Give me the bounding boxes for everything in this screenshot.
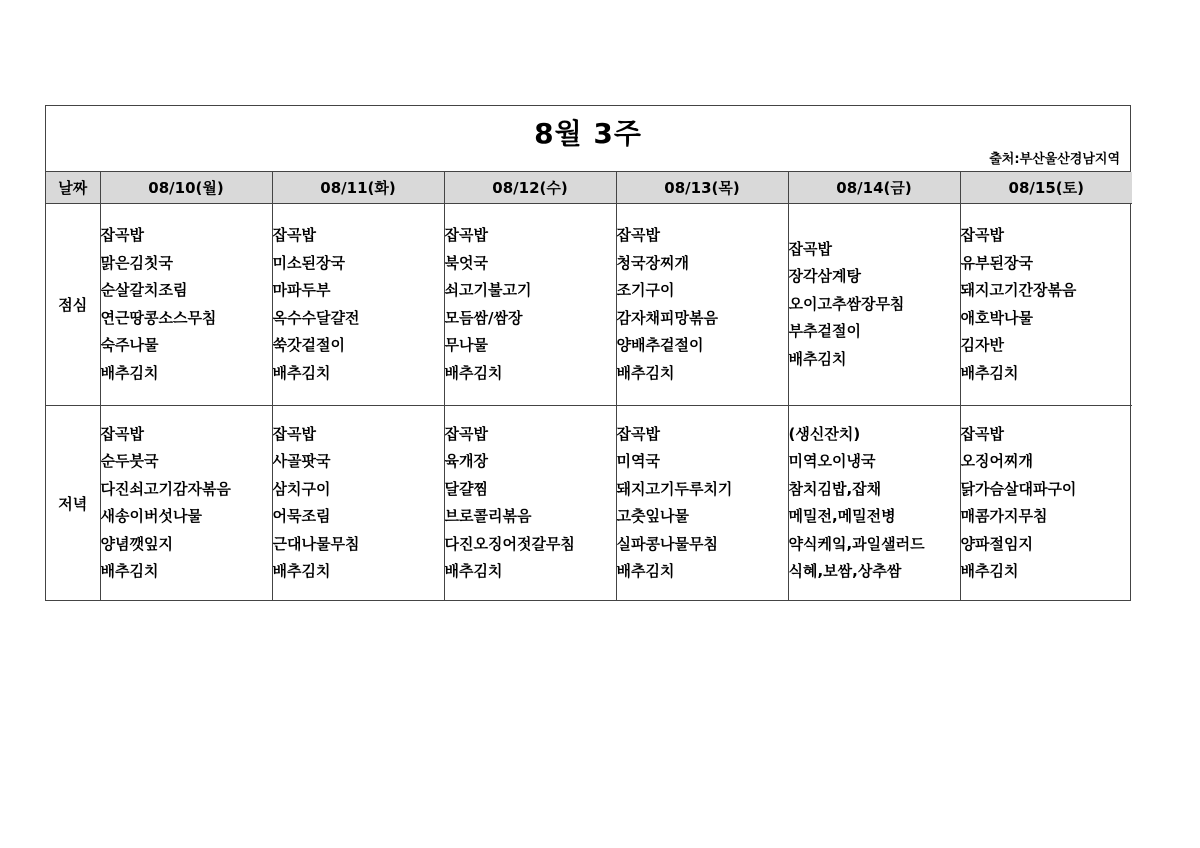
menu-item: 잡곡밥 [616,226,660,244]
menu-item: 미소된장국 [272,253,345,272]
menu-item: 김자반 [960,336,1004,354]
menu-item: 오이고추쌈장무침 [788,294,905,313]
menu-item: 양념깻잎지 [100,534,173,553]
menu-item: 다진쇠고기감자볶음 [100,479,231,498]
date-header-sat: 08/15(토) [960,172,1132,204]
menu-item: 미역오이냉국 [788,452,876,470]
menu-item: 잡곡밥 [616,424,660,443]
menu-item: 유부된장국 [960,253,1033,272]
menu-item: 양파절임지 [960,534,1033,553]
header-row [46,172,1132,204]
menu-item: 실파콩나물무침 [616,534,718,553]
lunch-cell [788,204,960,406]
menu-item: 닭가슴살대파구이 [960,479,1077,498]
dinner-cell [100,406,272,601]
lunch-cell [960,204,1132,406]
menu-item: 무나물 [444,336,488,354]
menu-item: 육개장 [444,452,488,470]
menu-item: 조기구이 [616,281,675,299]
lunch-label: 점심 [46,204,100,406]
menu-item: 배추김치 [788,349,847,368]
menu-item: 잡곡밥 [100,226,144,244]
date-header-wed: 08/12(수) [444,172,616,204]
menu-item: 잡곡밥 [960,424,1004,443]
lunch-cell [100,204,272,406]
dinner-cell [616,406,788,601]
menu-item: 돼지고기간장볶음 [960,281,1077,299]
page-title: 8월 3주 [534,117,642,150]
menu-item: 배추김치 [960,363,1019,382]
menu-item: 메밀전,메밀전병 [788,507,896,525]
menu-item: 배추김치 [444,363,503,382]
menu-item: 쑥갓겉절이 [272,336,345,354]
menu-item: 미역국 [616,452,660,470]
menu-item: 새송이버섯나물 [100,507,202,525]
dinner-cell [788,406,960,601]
menu-item: 맑은김칫국 [100,253,173,272]
menu-item: 마파두부 [272,281,331,299]
lunch-cell [444,204,616,406]
menu-item: 매콤가지무침 [960,507,1048,525]
menu-item: 다진오징어젓갈무침 [444,534,575,553]
source-note: 출처:부산울산경남지역 [989,152,1120,167]
lunch-cell [272,204,444,406]
menu-item: 잡곡밥 [272,226,316,244]
dinner-cell [272,406,444,601]
menu-item: 순살갈치조림 [100,281,188,299]
menu-item: 감자채피망볶음 [616,308,718,327]
menu-item: 약식케잌,과일샐러드 [788,534,925,553]
menu-item: 배추김치 [272,363,331,382]
menu-item: 잡곡밥 [444,226,488,244]
menu-item: 모듬쌈/쌈장 [444,308,523,327]
menu-item: 배추김치 [960,562,1019,580]
menu-item: 잡곡밥 [444,424,488,443]
menu-item: 양배추겉절이 [616,336,704,354]
menu-item: 삼치구이 [272,479,331,498]
lunch-row [46,204,1132,406]
menu-item: 식혜,보쌈,상추쌈 [788,562,902,580]
menu-item: 달걀찜 [444,479,488,498]
menu-item: 쇠고기불고기 [444,281,532,299]
date-label: 날짜 [46,172,100,204]
menu-item: 애호박나물 [960,308,1033,327]
date-header-tue: 08/11(화) [272,172,444,204]
date-header-fri: 08/14(금) [788,172,960,204]
menu-item: 잡곡밥 [788,239,832,258]
menu-item: 청국장찌개 [616,253,689,272]
dinner-row [46,406,1132,601]
menu-item: 돼지고기두루치기 [616,479,733,498]
dinner-label: 저녁 [46,406,100,601]
dinner-cell [960,406,1132,601]
menu-item: 어묵조림 [272,507,331,525]
menu-item: 잡곡밥 [272,424,316,443]
menu-sheet [45,105,1131,601]
menu-item: 부추겉절이 [788,322,861,341]
menu-item: 배추김치 [444,562,503,580]
menu-item: 배추김치 [616,562,675,580]
dinner-cell [444,406,616,601]
menu-item: 숙주나물 [100,336,159,354]
date-header-thu: 08/13(목) [616,172,788,204]
menu-item: 근대나물무침 [272,534,360,553]
menu-item: 배추김치 [100,562,159,580]
menu-item: 오징어찌개 [960,452,1033,470]
menu-item: 배추김치 [100,363,159,382]
menu-item: 북엇국 [444,253,488,272]
menu-item: 잡곡밥 [960,226,1004,244]
menu-item: 고춧잎나물 [616,507,689,525]
lunch-cell [616,204,788,406]
menu-item: 옥수수달걀전 [272,308,360,327]
menu-table [46,172,1132,600]
menu-item: 연근땅콩소스무침 [100,308,217,327]
menu-item: 배추김치 [616,363,675,382]
menu-item: 사골팟국 [272,452,331,470]
menu-item: 장각삼계탕 [788,267,861,286]
menu-item: 잡곡밥 [100,424,144,443]
menu-item: 순두붓국 [100,452,159,470]
menu-item: 배추김치 [272,562,331,580]
date-header-mon: 08/10(월) [100,172,272,204]
title-row [46,106,1130,172]
menu-item: 브로콜리볶음 [444,507,532,525]
menu-item: (생신잔치) [788,424,861,443]
menu-item: 참치김밥,잡채 [788,479,882,498]
